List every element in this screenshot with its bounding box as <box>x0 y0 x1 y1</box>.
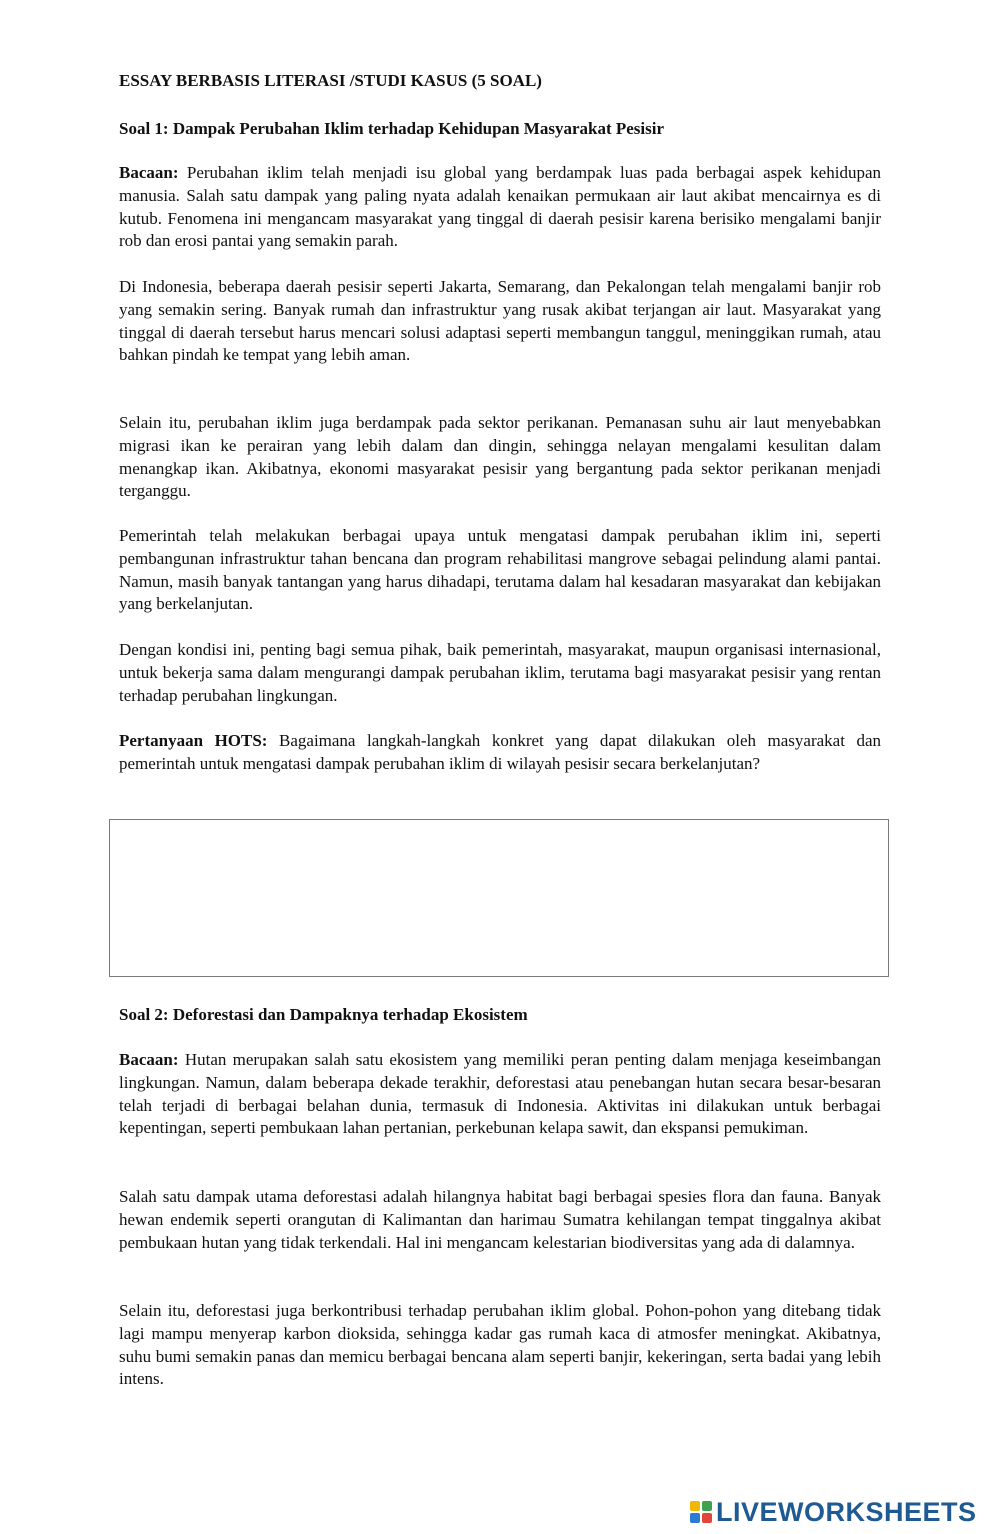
logo-tile-yellow <box>690 1501 700 1511</box>
soal-1-paragraph-1-text: Perubahan iklim telah menjadi isu global yang berdampak luas pada berbagai aspek kehidupan manusia. Salah satu dampak yang paling nyata adalah kenaikan permukaan air laut akibat mencairnya es di kutub. Fenomena ini mengancam masyarakat yang tinggal di daerah pesisir karena berisiko mengalami banjir rob dan erosi pantai yang semakin parah. <box>119 163 881 251</box>
soal-1-bacaan-label: Bacaan: <box>119 163 179 182</box>
soal-1-paragraph-2: Di Indonesia, beberapa daerah pesisir seperti Jakarta, Semarang, dan Pekalongan telah mengalami banjir rob yang semakin sering. Banyak rumah dan infrastruktur yang rusak akibat terjangan air laut. Masyarakat yang tinggal di daerah tersebut harus mencari solusi adaptasi seperti membangun tanggul, meninggikan rumah, atau bahkan pindah ke tempat yang lebih aman. <box>119 277 881 365</box>
soal-1-question <box>119 730 881 776</box>
liveworksheets-logo <box>690 1495 977 1529</box>
logo-tile-blue <box>690 1513 700 1523</box>
soal-1-question-label: Pertanyaan HOTS: <box>119 731 268 750</box>
liveworksheets-logo-icon <box>690 1501 712 1523</box>
soal-1-answer-box[interactable] <box>109 819 889 977</box>
soal-2-title: Soal 2: Deforestasi dan Dampaknya terhadap Ekosistem <box>119 1005 528 1024</box>
soal-2-paragraph-3: Selain itu, deforestasi juga berkontribusi terhadap perubahan iklim global. Pohon-pohon yang ditebang tidak lagi mampu menyerap karbon dioksida, sehingga kadar gas rumah kaca di atmosfer meningkat. Akibatnya, suhu bumi semakin panas dan memicu berbagai bencana alam seperti banjir, kekeringan, serta badai yang lebih intens. <box>119 1301 881 1389</box>
document-title: ESSAY BERBASIS LITERASI /STUDI KASUS (5 SOAL) <box>119 71 542 90</box>
soal-2-paragraph-1-text: Hutan merupakan salah satu ekosistem yang memiliki peran penting dalam menjaga keseimbangan lingkungan. Namun, dalam beberapa dekade terakhir, deforestasi atau penebangan hutan secara besar-besaran telah terjadi di berbagai belahan dunia, termasuk di Indonesia. Aktivitas ini dilakukan untuk berbagai kepentingan, seperti pembukaan lahan pertanian, perkebunan kelapa sawit, dan ekspansi pemukiman. <box>119 1050 882 1138</box>
soal-2-bacaan-label: Bacaan: <box>119 1050 179 1069</box>
soal-1-paragraph-5: Dengan kondisi ini, penting bagi semua pihak, baik pemerintah, masyarakat, maupun organisasi internasional, untuk bekerja sama dalam mengurangi dampak perubahan iklim, terutama bagi masyarakat pesisir yang rentan terhadap perubahan lingkungan. <box>119 640 881 705</box>
soal-2-paragraph-1 <box>119 1049 881 1140</box>
soal-1-question-text: Bagaimana langkah-langkah konkret yang dapat dilakukan oleh masyarakat dan pemerintah untuk mengatasi dampak perubahan iklim di wilayah pesisir secara berkelanjutan? <box>119 731 882 773</box>
soal-1-paragraph-1 <box>119 162 881 253</box>
soal-2-paragraph-2: Salah satu dampak utama deforestasi adalah hilangnya habitat bagi berbagai spesies flora dan fauna. Banyak hewan endemik seperti orangutan di Kalimantan dan harimau Sumatra kehilangan tempat tinggalnya akibat pembukaan hutan yang tidak terkendali. Hal ini mengancam kelestarian biodiversitas yang ada di dalamnya. <box>119 1187 881 1252</box>
liveworksheets-logo-text: LIVEWORKSHEETS <box>716 1496 977 1527</box>
logo-tile-green <box>702 1501 712 1511</box>
soal-1-paragraph-3: Selain itu, perubahan iklim juga berdampak pada sektor perikanan. Pemanasan suhu air laut menyebabkan migrasi ikan ke perairan yang lebih dalam dan dingin, sehingga nelayan mengalami kesulitan dalam menangkap ikan. Akibatnya, ekonomi masyarakat pesisir yang bergantung pada sektor perikanan menjadi terganggu. <box>119 413 881 501</box>
soal-1-answer-input[interactable] <box>110 820 888 976</box>
logo-tile-red <box>702 1513 712 1523</box>
soal-1-paragraph-4: Pemerintah telah melakukan berbagai upaya untuk mengatasi dampak perubahan iklim ini, seperti pembangunan infrastruktur tahan bencana dan program rehabilitasi mangrove sebagai pelindung alami pantai. Namun, masih banyak tantangan yang harus dihadapi, terutama dalam hal kesadaran masyarakat dan kebijakan yang berkelanjutan. <box>119 526 881 614</box>
soal-1-title: Soal 1: Dampak Perubahan Iklim terhadap Kehidupan Masyarakat Pesisir <box>119 119 665 138</box>
